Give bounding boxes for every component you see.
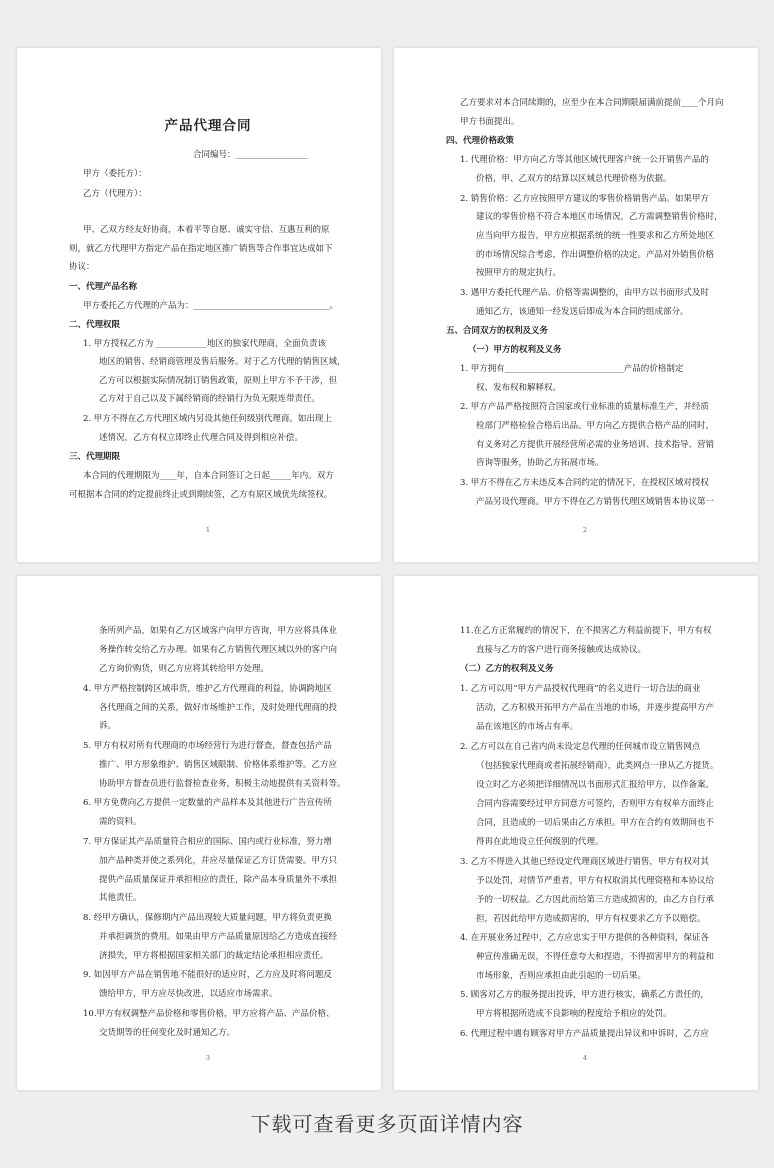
text-line: 市场形象，否则应承担由此引起的一切后果。 (476, 971, 647, 981)
section-heading: 一、代理产品名称 (69, 282, 138, 292)
text-line: 乙方可以根据实际情况制订销售政策，原则上甲方不予干涉，但 (99, 376, 338, 386)
text-line: 予的一切权益。乙方因此而给第三方造成损害的，由乙方自行承 (476, 895, 715, 905)
text-line: 1. 甲方授权乙方为 ____________地区的独家代理商，全面负责该 (83, 339, 327, 349)
text-line: 3. 甲方不得在乙方未违反本合同约定的情况下，在授权区域对授权 (460, 478, 709, 488)
text-line: 产品另设代理商。甲方不得在乙方销售代理区域销售本协议第一 (476, 497, 715, 507)
text-line: 济损失，甲方将根据国家相关部门的裁定结论承担相应责任。 (99, 951, 329, 961)
text-line: 提供产品质量保证并承担相应的责任，除产品本身质量外不承担 (99, 875, 338, 885)
text-line: 的市场情况综合考虑，作出调整价格的决定。产品对外销售价格 (476, 250, 715, 260)
text-line: 协助甲方督查员进行监督检查业务，积极主动地提供有关资料等。 (99, 779, 346, 789)
section-heading: 三、代理期限 (69, 452, 121, 462)
text-line: 权、发布权和解释权。 (476, 383, 562, 393)
text-line: 条所列产品，如果有乙方区域客户向甲方咨询，甲方应将具体业 (99, 626, 338, 636)
page-number: 3 (205, 1054, 211, 1062)
text-line: 合同内容需要经过甲方同意方可签约，否则甲方有权单方面终止 (476, 799, 715, 809)
document-page-2 (394, 48, 758, 562)
text-line: 需的资料。 (99, 817, 142, 827)
text-line: 7. 甲方保证其产品质量符合相应的国际、国内或行业标准，努力增 (83, 837, 332, 847)
download-prompt-text[interactable]: 下载可查看更多页面详情内容 (250, 1112, 524, 1136)
text-line: 9. 如因甲方产品在销售地不能很好的适应时，乙方应及时将问题反 (83, 970, 332, 980)
text-line: 其他责任。 (99, 893, 142, 903)
text-line: 1. 甲方拥有____________________________产品的价格制定 (460, 364, 684, 374)
text-line: 则，就乙方代理甲方指定产品在指定地区推广销售等合作事宜达成如下 (69, 244, 333, 254)
text-line: 诉。 (99, 721, 117, 731)
text-line: 合同，且造成的一切后果由乙方承担。甲方在合约有效期间也不 (476, 818, 715, 828)
page-content (446, 48, 724, 562)
text-line: 本合同的代理期限为____年，自本合同签订之日起_____年内。双方 (83, 471, 334, 481)
text-line: 述情况，乙方有权立即终止代理合同及得到相应补偿。 (99, 433, 304, 443)
text-line: 甲方委托乙方代理的产品为：________________________________。 (83, 301, 339, 311)
text-line: 品在该地区的市场占有率。 (476, 722, 579, 732)
document-page-3 (17, 576, 381, 1090)
text-line: 11.在乙方正常履约的情况下，在不损害乙方利益前提下，甲方有权 (460, 626, 712, 636)
section-heading: （二）乙方的权利及义务 (460, 664, 554, 674)
text-line: 有义务对乙方提供开展经营所必需的业务培训、技术指导、营销 (476, 440, 715, 450)
text-line: 加产品种类并使之系列化，并应尽量保证乙方订货需要。甲方只 (99, 856, 338, 866)
text-line: 担，若因此给甲方造成损害的，甲方有权要求乙方予以赔偿。 (476, 914, 706, 924)
text-line: 2. 销售价格：乙方应按照甲方建议的零售价格销售产品。如果甲方 (460, 194, 709, 204)
text-line: 甲方（委托方）： (83, 169, 147, 179)
text-line: 通知乙方，该通知一经发送后即成为本合同的组成部分。 (476, 307, 689, 317)
page-number: 1 (205, 526, 211, 534)
text-line: 2. 甲方产品严格按照符合国家或行业标准的质量标准生产，并经质 (460, 402, 709, 412)
page-content (446, 576, 724, 1090)
text-line: 乙方（代理方）： (83, 189, 147, 199)
text-line: 按照甲方的规定执行。 (476, 268, 562, 278)
text-line: 直接与乙方的客户进行商务接触或达成协议。 (476, 645, 647, 655)
text-line: 4. 甲方严格控制跨区域串货，维护乙方代理商的利益，协调跨地区 (83, 684, 332, 694)
section-heading: 二、代理权限 (69, 320, 121, 330)
text-line: 乙方询价购货，则乙方应将其转给甲方处理。 (99, 664, 270, 674)
document-page-1 (17, 48, 381, 562)
text-line: （包括独家代理商或者拓展经销商），此类网点一律从乙方提货。 (476, 761, 719, 771)
text-line: 3. 遇甲方委托代理产品、价格等需调整的，由甲方以书面形式及时 (460, 288, 709, 298)
text-line: 甲方书面提出。 (460, 117, 520, 127)
text-line: 并承担调货的费用。如果由甲方产品质量原因给乙方造成直接经 (99, 932, 338, 942)
text-line: 务操作转交给乙方办理。如果有乙方销售代理区域以外的客户向 (99, 645, 338, 655)
text-line: 予以处罚，对情节严重者，甲方有权取消其代理资格和本协议给 (476, 876, 715, 886)
text-line: 价格，甲、乙双方的结算以区域总代理价格为依据。 (476, 174, 672, 184)
text-line: 2. 甲方不得在乙方代理区域内另设其他任何级别代理商。如出现上 (83, 414, 332, 424)
text-line: 甲、乙双方经友好协商，本着平等自愿、诚实守信、互惠互利的原 (83, 225, 330, 235)
page-content (69, 48, 347, 562)
text-line: 10.甲方有权调整产品价格和零售价格，甲方应将产品、产品价格、 (83, 1009, 335, 1019)
text-line: 可根据本合同的约定提前终止或到期续签，乙方有原区域优先续签权。 (69, 490, 333, 500)
text-line: 交货期等的任何变化及时通知乙方。 (99, 1028, 236, 1038)
text-line: 各代理商之间的关系，做好市场维护工作，及时处理代理商的投 (99, 703, 338, 713)
text-line: 3. 乙方不得进入其他已经设定代理商区域进行销售，甲方有权对其 (460, 857, 709, 867)
text-line: 8. 经甲方确认，保修期内产品出现较大质量问题，甲方将负责更换 (83, 913, 332, 923)
text-line: 地区的销售、经销商管理及售后服务。对于乙方代理的销售区域， (99, 357, 346, 367)
text-line: 甲方将根据所造成不良影响的程度给予相应的处罚。 (476, 1009, 672, 1019)
text-line: 5. 顾客对乙方的服务提出投诉，甲方进行核实，确系乙方责任的， (460, 990, 709, 1000)
section-heading: 四、代理价格政策 (446, 136, 515, 146)
text-line: 乙方要求对本合同续期的，应至少在本合同期限届满前提前____个月向 (460, 98, 724, 108)
text-line: 2. 乙方可以在自己省内尚未设定总代理的任何城市设立销售网点 (460, 742, 701, 752)
text-line: 建议的零售价格不符合本地区市场情况，乙方需调整销售价格时， (476, 212, 723, 222)
text-line: 设立时乙方必须把详细情况以书面形式汇报给甲方，以作备案。 (476, 780, 715, 790)
text-line: 协议： (69, 262, 95, 272)
text-line: 乙方对于自己以及下属经销商的经销行为负无限连带责任。 (99, 394, 321, 404)
text-line: 应当向甲方报告，甲方应根据系统的统一性要求和乙方所处地区 (476, 231, 715, 241)
text-line: 5. 甲方有权对所有代理商的市场经营行为进行督查，督查包括产品 (83, 741, 332, 751)
text-line: 种宣传准确无误，不得任意夸大和捏造，不得损害甲方的利益和 (476, 952, 715, 962)
text-line: 1. 乙方可以用“甲方产品授权代理商”的名义进行一切合法的商业 (460, 684, 701, 694)
section-heading: （一）甲方的权利及义务 (468, 345, 562, 355)
text-line: 得再在此地设立任何级别的代理。 (476, 837, 604, 847)
text-line: 馈给甲方，甲方应尽快改进，以适应市场需求。 (99, 989, 278, 999)
text-line: 合同编号：_________________ (193, 150, 308, 160)
text-line: 1. 代理价格：甲方向乙方等其他区域代理客户统一公开销售产品的 (460, 155, 709, 165)
text-line: 活动，乙方积极开拓甲方产品在当地的市场，并逐步提高甲方产 (476, 703, 715, 713)
text-line: 检部门严格检验合格后出品。甲方向乙方提供合格产品的同时， (476, 421, 715, 431)
document-page-4 (394, 576, 758, 1090)
page-content (69, 576, 347, 1090)
page-number: 2 (582, 526, 588, 534)
text-line: 6. 代理过程中遇有顾客对甲方产品质量提出异议和申诉时，乙方应 (460, 1029, 709, 1039)
text-line: 6. 甲方免费向乙方提供一定数量的产品样本及其他进行广告宣传所 (83, 798, 332, 808)
text-line: 咨询等服务，协助乙方拓展市场。 (476, 458, 604, 468)
page-number: 4 (582, 1054, 588, 1062)
document-title: 产品代理合同 (164, 118, 252, 134)
text-line: 4. 在开展业务过程中，乙方应忠实于甲方提供的各种资料，保证各 (460, 933, 709, 943)
section-heading: 五、合同双方的权利及义务 (446, 326, 549, 336)
text-line: 推广、甲方形象维护、销售区域限制、价格体系维护等。乙方应 (99, 760, 338, 770)
